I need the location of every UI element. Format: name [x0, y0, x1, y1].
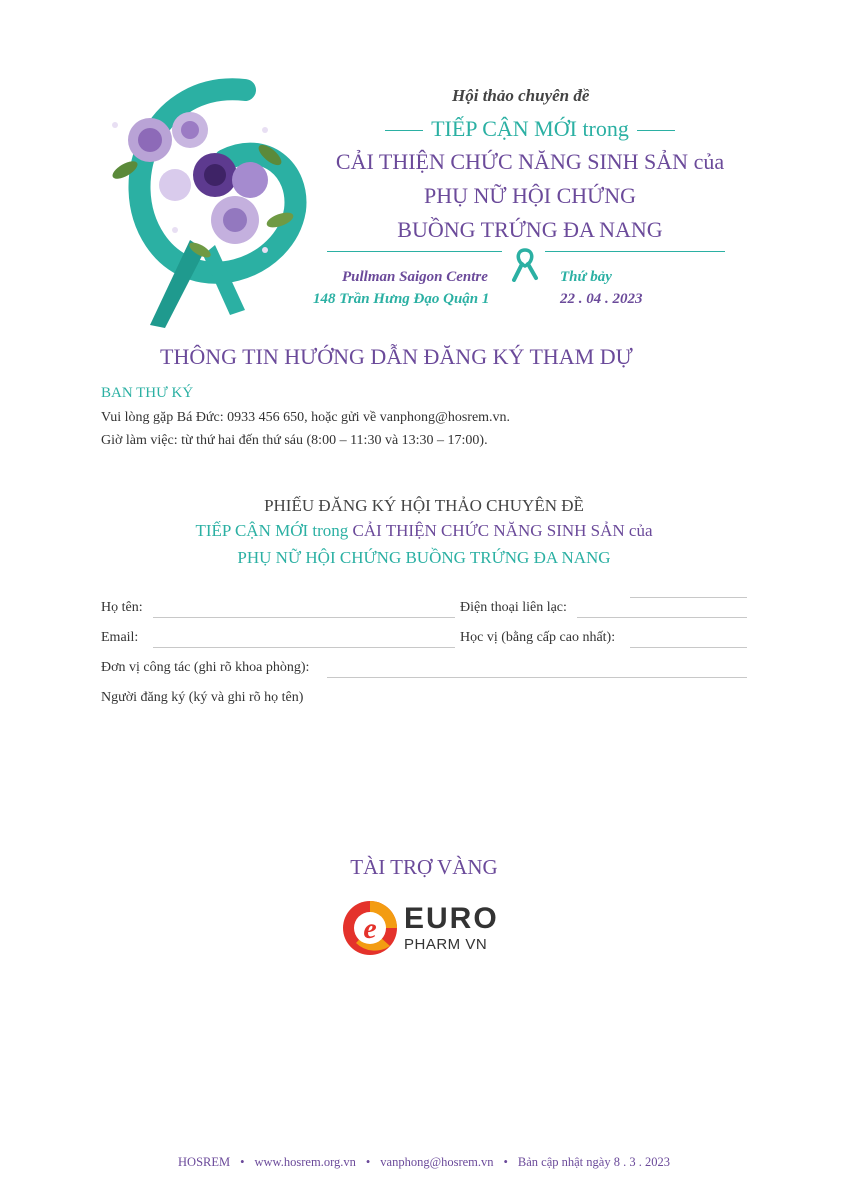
form-title-line3: PHỤ NỮ HỘI CHỨNG BUỒNG TRỨNG ĐA NANG: [237, 548, 611, 567]
workplace-field[interactable]: [327, 677, 747, 678]
form-title-line2: [0, 521, 848, 541]
phone-label: Điện thoại liên lạc:: [460, 600, 567, 615]
degree-field[interactable]: [630, 647, 747, 648]
form-title-line1: PHIẾU ĐĂNG KÝ HỘI THẢO CHUYÊN ĐỀ: [264, 496, 584, 515]
event-subtitle: Hội thảo chuyên đề: [452, 86, 590, 105]
title-divider-right: [545, 251, 725, 252]
name-label: Họ tên:: [101, 600, 143, 615]
event-title-line2: CẢI THIỆN CHỨC NĂNG SINH SẢN của: [335, 149, 725, 174]
email-label: Email:: [101, 630, 139, 645]
phone-field[interactable]: [577, 617, 747, 618]
footer-org: HOSREM: [178, 1155, 231, 1169]
footer: [0, 1155, 848, 1170]
title-dash-left: [385, 130, 423, 131]
footer-separator: •: [365, 1155, 371, 1169]
awareness-ribbon-icon: [510, 248, 540, 287]
contact-line: Vui lòng gặp Bá Đức: 0933 456 650, hoặc gửi về vanphong@hosrem.vn.: [101, 410, 511, 425]
registration-info-title: THÔNG TIN HƯỚNG DẪN ĐĂNG KÝ THAM DỰ: [160, 344, 633, 369]
title-dash-right: [637, 130, 675, 131]
name-field[interactable]: [153, 617, 455, 618]
secretary-title: BAN THƯ KÝ: [101, 385, 194, 401]
europharm-logo-text-bottom: PHARM VN: [404, 936, 488, 953]
event-title-line1: [300, 116, 760, 142]
signer-label: Người đăng ký (ký và ghi rõ họ tên): [101, 690, 304, 705]
europharm-logo-text-top: EURO: [404, 902, 499, 935]
footer-separator: •: [503, 1155, 508, 1169]
event-date: 22 . 04 . 2023: [560, 291, 643, 307]
venue-name: Pullman Saigon Centre: [342, 269, 488, 285]
title-divider-left: [327, 251, 502, 252]
svg-text:e: e: [363, 912, 377, 945]
event-title-line4: BUỒNG TRỨNG ĐA NANG: [397, 217, 663, 242]
europharm-logo: [340, 898, 510, 958]
degree-label: Học vị (bằng cấp cao nhất):: [460, 630, 616, 645]
event-day: Thứ bảy: [560, 269, 612, 285]
footer-website[interactable]: www.hosrem.org.vn: [254, 1155, 356, 1169]
gold-sponsor-title: TÀI TRỢ VÀNG: [350, 855, 498, 879]
event-title-line3: PHỤ NỮ HỘI CHỨNG: [424, 183, 636, 208]
event-title-line1-text: TIẾP CẬN MỚI trong: [431, 116, 629, 141]
phone-field-top-line: [630, 597, 747, 598]
event-logo: [95, 70, 315, 340]
form-title-line2-purple: CẢI THIỆN CHỨC NĂNG SINH SẢN của: [352, 521, 653, 540]
working-hours-line: Giờ làm việc: từ thứ hai đến thứ sáu (8:00 – 11:30 và 13:30 – 17:00).: [101, 433, 488, 448]
venue-address: 148 Trần Hưng Đạo Quận 1: [313, 291, 490, 307]
form-title-line2-teal: TIẾP CẬN MỚI trong: [195, 521, 349, 540]
footer-updated: Bản cập nhật ngày 8 . 3 . 2023: [517, 1155, 670, 1169]
europharm-e-icon: [340, 898, 400, 958]
workplace-label: Đơn vị công tác (ghi rõ khoa phòng):: [101, 660, 310, 675]
footer-email[interactable]: vanphong@hosrem.vn: [380, 1155, 494, 1169]
footer-separator: •: [240, 1155, 245, 1169]
email-field[interactable]: [153, 647, 455, 648]
